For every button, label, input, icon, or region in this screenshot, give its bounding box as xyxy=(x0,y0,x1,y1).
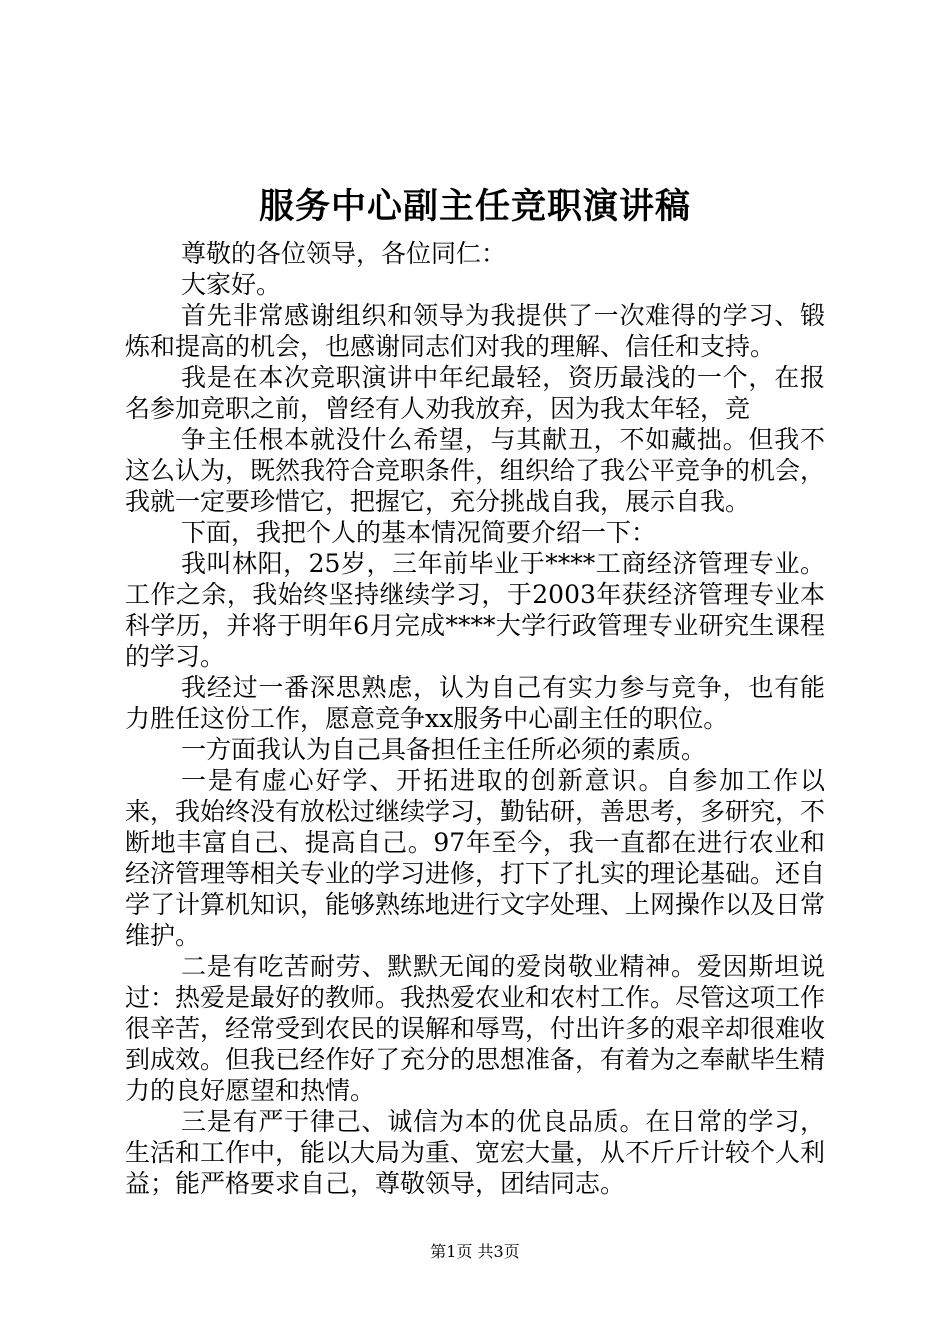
paragraph-decision: 我经过一番深思熟虑，认为自己有实力参与竞争，也有能力胜任这份工作，愿意竞争xx服务中心副主任的职位。 xyxy=(125,673,825,733)
page-number-footer: 第1页 共3页 xyxy=(430,1242,520,1261)
paragraph-greeting: 尊敬的各位领导，各位同仁： xyxy=(181,239,507,268)
paragraph-youngest: 我是在本次竞职演讲中年纪最轻，资历最浅的一个，在报名参加竞职之前，曾经有人劝我放弃，因为我太年轻，竞 xyxy=(125,363,825,423)
paragraph-intro: 下面，我把个人的基本情况简要介绍一下： xyxy=(181,518,657,547)
paragraph-thanks: 首先非常感谢组织和领导为我提供了一次难得的学习、锻炼和提高的机会，也感谢同志们对我的理解、信任和支持。 xyxy=(125,301,825,361)
paragraph-point-two: 二是有吃苦耐劳、默默无闻的爱岗敬业精神。爱因斯坦说过：热爱是最好的教师。我热爱农业和农村工作。尽管这项工作很辛苦，经常受到农民的误解和辱骂，付出许多的艰辛却很难收到成效。但我已经作好了充分的思想准备，有着为之奉献毕生精力的良好愿望和热情。 xyxy=(125,952,826,1105)
document-title: 服务中心副主任竞职演讲稿 xyxy=(258,187,691,227)
paragraph-hello: 大家好。 xyxy=(181,270,282,299)
paragraph-point-three: 三是有严于律己、诚信为本的优良品质。在日常的学习，生活和工作中，能以大局为重、宽宏大量，从不斤斤计较个人利益；能严格要求自己，尊敬领导，团结同志。 xyxy=(125,1107,826,1198)
paragraph-point-one: 一是有虚心好学、开拓进取的创新意识。自参加工作以来，我始终没有放松过继续学习，勤钻研，善思考，多研究，不断地丰富自己、提高自己。97年至今，我一直都在进行农业和经济管理等相关专业的学习进修，打下了扎实的理论基础。还自学了计算机知识，能够熟练地进行文字处理、上网操作以及日常维护。 xyxy=(125,766,826,950)
document-body xyxy=(125,238,825,1199)
paragraph-qualities: 一方面我认为自己具备担任主任所必须的素质。 xyxy=(181,735,707,764)
paragraph-compete: 争主任根本就没什么希望，与其献丑，不如藏拙。但我不这么认为，既然我符合竞职条件，组织给了我公平竞争的机会，我就一定要珍惜它，把握它，充分挑战自我，展示自我。 xyxy=(125,425,826,516)
paragraph-background: 我叫林阳，25岁，三年前毕业于****工商经济管理专业。工作之余，我始终坚持继续学习，于2003年获经济管理专业本科学历，并将于明年6月完成****大学行政管理专业研究生课程的学习。 xyxy=(125,549,825,671)
